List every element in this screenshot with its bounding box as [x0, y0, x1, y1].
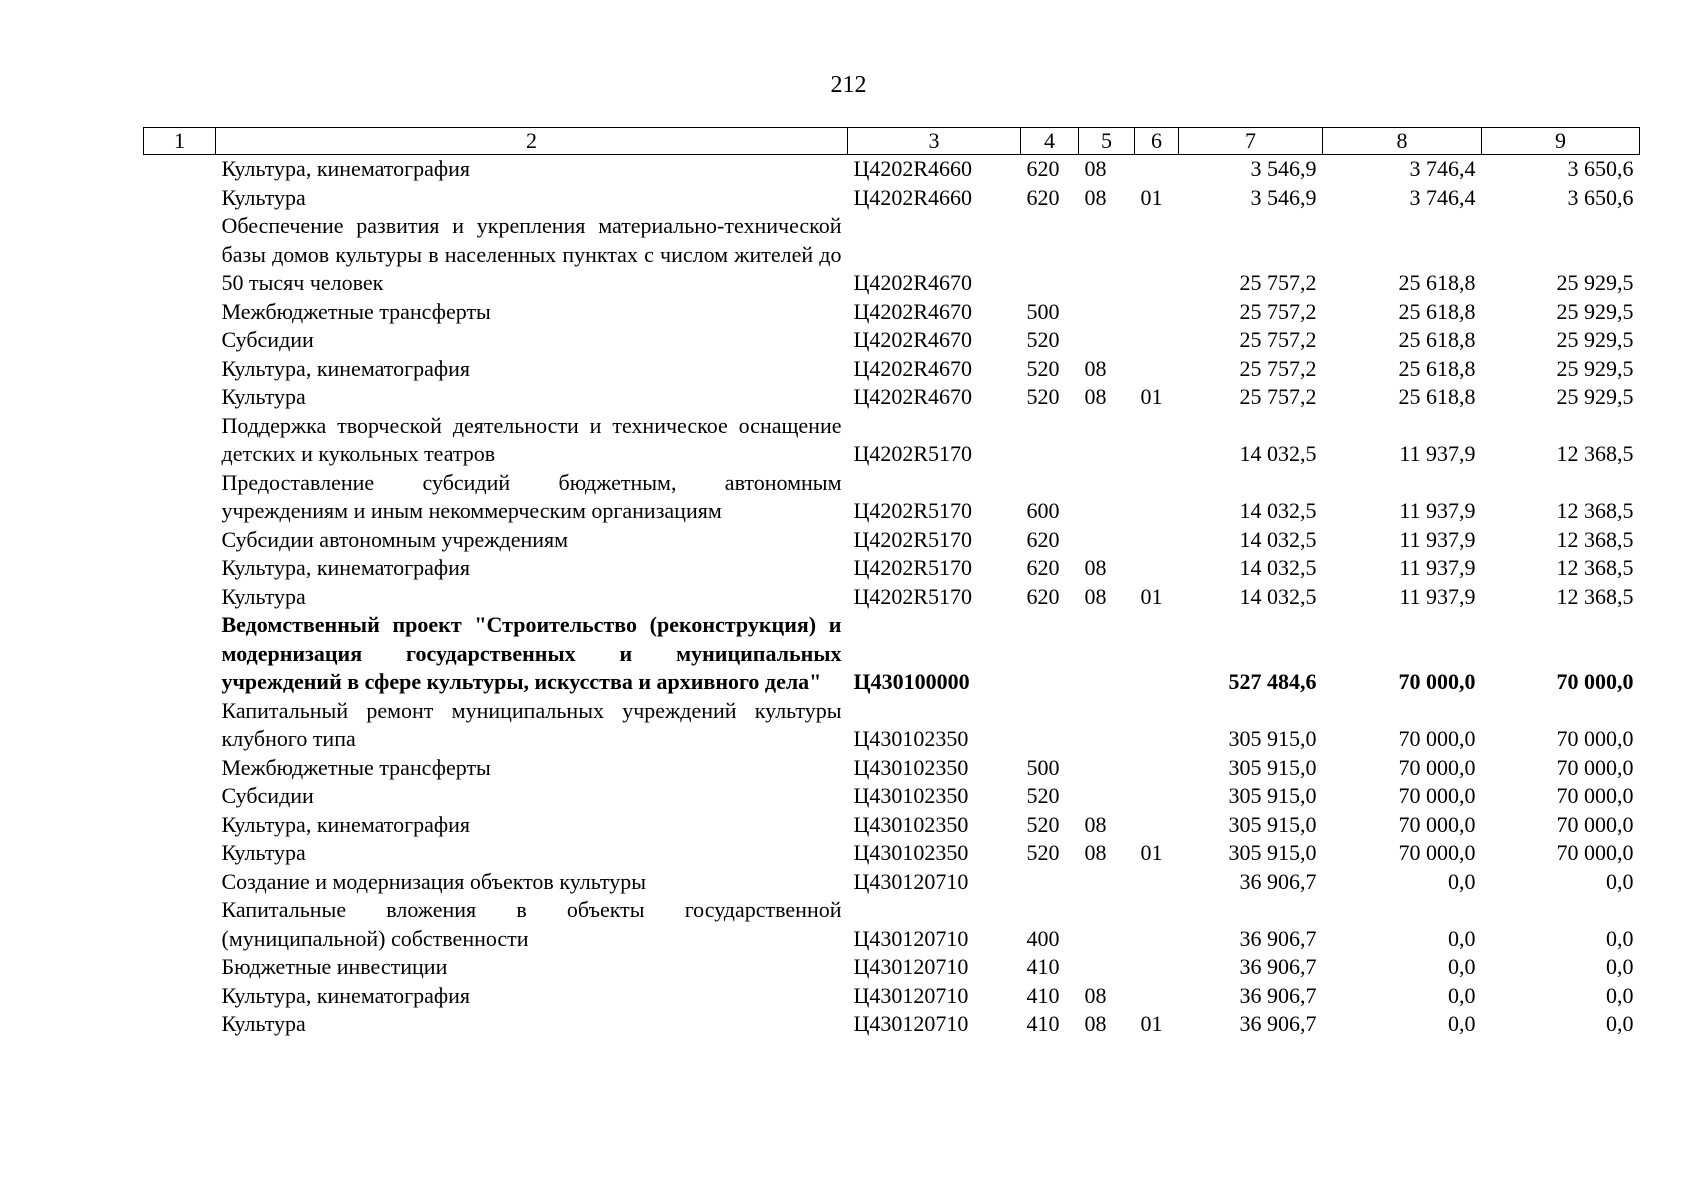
row-section-cell [1079, 326, 1135, 355]
row-value-7-cell: 305 915,0 [1228, 783, 1317, 808]
row-type-cell [1021, 697, 1079, 754]
row-number-cell [144, 554, 216, 583]
row-value-8-cell: 0,0 [1448, 982, 1476, 1008]
row-value-8-cell: 25 618,8 [1398, 355, 1476, 381]
row-value-7-cell: 305 915,0 [1228, 726, 1317, 751]
row-section-cell: 08 [1084, 982, 1107, 1008]
row-type-cell: 500 [1026, 298, 1060, 324]
header-col-2: 2 [216, 128, 848, 155]
row-number-cell [144, 839, 216, 868]
row-section-cell [1079, 697, 1135, 754]
row-section-cell: 08 [1084, 355, 1107, 381]
row-value-7-cell: 527 484,6 [1228, 669, 1317, 694]
row-value-7-cell: 3 546,9 [1250, 184, 1317, 210]
row-code-cell: Ц430120710 [853, 925, 969, 951]
row-value-9-cell: 70 000,0 [1556, 783, 1634, 808]
row-name-cell: Межбюджетные трансферты [221, 754, 491, 780]
row-section-cell [1079, 782, 1135, 811]
row-value-9-cell: 70 000,0 [1556, 754, 1634, 780]
row-number-cell [144, 526, 216, 555]
row-subsection-cell: 01 [1140, 583, 1163, 609]
row-code-cell: Ц430120710 [853, 954, 969, 979]
row-subsection-cell: 01 [1140, 840, 1163, 865]
row-value-9-cell: 0,0 [1606, 925, 1634, 951]
row-code-cell: Ц4202R4670 [853, 355, 973, 381]
row-section-cell: 08 [1084, 583, 1107, 609]
header-col-3: 3 [848, 128, 1021, 155]
table-header [144, 128, 1640, 155]
row-type-cell: 520 [1026, 840, 1060, 865]
row-number-cell [144, 212, 216, 298]
row-name-cell: Поддержка творческой деятельности и техническое оснащение детских и кукольных театров [221, 412, 842, 466]
row-code-cell: Ц430120710 [853, 868, 969, 894]
table-row [144, 1010, 1640, 1039]
header-col-4: 4 [1021, 128, 1079, 155]
row-name-cell: Культура, кинематография [221, 811, 471, 837]
row-code-cell: Ц430120710 [853, 982, 969, 1008]
header-col-7: 7 [1179, 128, 1323, 155]
table-body [144, 155, 1640, 1039]
row-number-cell [144, 298, 216, 327]
row-subsection-cell [1135, 811, 1179, 840]
row-name-cell: Культура, кинематография [221, 156, 471, 181]
row-code-cell: Ц4202R5170 [853, 441, 973, 466]
row-subsection-cell [1135, 896, 1179, 953]
row-value-9-cell: 0,0 [1606, 1011, 1634, 1036]
row-subsection-cell [1135, 298, 1179, 327]
row-value-9-cell: 25 929,5 [1556, 327, 1634, 352]
row-value-9-cell: 12 368,5 [1556, 526, 1634, 552]
row-value-7-cell: 305 915,0 [1228, 754, 1317, 780]
row-value-7-cell: 36 906,7 [1239, 982, 1317, 1008]
row-value-8-cell: 25 618,8 [1398, 384, 1476, 409]
row-code-cell: Ц4202R5170 [853, 498, 973, 523]
row-value-7-cell: 305 915,0 [1228, 811, 1317, 837]
row-code-cell: Ц4202R5170 [853, 555, 973, 580]
row-type-cell [1021, 412, 1079, 469]
row-value-9-cell: 3 650,6 [1567, 156, 1634, 181]
row-type-cell: 520 [1026, 783, 1060, 808]
row-subsection-cell [1135, 782, 1179, 811]
row-name-cell: Субсидии автономным учреждениям [221, 526, 569, 552]
row-name-cell: Культура, кинематография [221, 555, 471, 580]
row-name-cell: Культура [221, 384, 306, 409]
row-name-cell: Бюджетные инвестиции [221, 954, 448, 979]
row-type-cell: 410 [1026, 954, 1060, 979]
row-value-7-cell: 25 757,2 [1239, 298, 1317, 324]
row-type-cell [1021, 868, 1079, 897]
row-code-cell: Ц430102350 [853, 726, 969, 751]
row-value-8-cell: 70 000,0 [1398, 754, 1476, 780]
header-col-9: 9 [1482, 128, 1640, 155]
row-number-cell [144, 184, 216, 213]
row-subsection-cell [1135, 212, 1179, 298]
row-name-cell: Культура [221, 1011, 306, 1036]
row-name-cell: Культура [221, 840, 306, 865]
row-value-9-cell: 0,0 [1606, 868, 1634, 894]
row-value-9-cell: 70 000,0 [1556, 840, 1634, 865]
row-value-7-cell: 14 032,5 [1239, 583, 1317, 609]
table-row [144, 526, 1640, 555]
row-code-cell: Ц430102350 [853, 840, 969, 865]
table-row [144, 184, 1640, 213]
row-value-9-cell: 0,0 [1606, 954, 1634, 979]
row-value-9-cell: 0,0 [1606, 982, 1634, 1008]
row-value-9-cell: 25 929,5 [1556, 384, 1634, 409]
table-row [144, 383, 1640, 412]
row-value-7-cell: 14 032,5 [1239, 526, 1317, 552]
table-row [144, 953, 1640, 982]
row-value-8-cell: 3 746,4 [1409, 184, 1476, 210]
row-value-8-cell: 70 000,0 [1398, 811, 1476, 837]
row-value-7-cell: 36 906,7 [1239, 954, 1317, 979]
row-type-cell: 520 [1026, 355, 1060, 381]
row-section-cell [1079, 953, 1135, 982]
row-value-9-cell: 12 368,5 [1556, 441, 1634, 466]
row-name-cell: Культура, кинематография [221, 355, 471, 381]
row-type-cell [1021, 611, 1079, 697]
row-code-cell: Ц4202R5170 [853, 526, 973, 552]
row-value-7-cell: 14 032,5 [1239, 555, 1317, 580]
row-value-9-cell: 70 000,0 [1556, 811, 1634, 837]
row-code-cell: Ц4202R4660 [853, 184, 973, 210]
row-code-cell: Ц430100000 [853, 669, 970, 694]
row-value-9-cell: 25 929,5 [1556, 270, 1634, 295]
row-name-cell: Субсидии [221, 783, 314, 808]
row-name-cell: Ведомственный проект "Строительство (реконструкция) и модернизация государственных и муниципальных учреждений в сфере культуры, искусства и архивного дела" [221, 612, 842, 694]
row-value-8-cell: 70 000,0 [1398, 669, 1476, 694]
row-section-cell [1079, 896, 1135, 953]
row-value-9-cell: 12 368,5 [1556, 583, 1634, 609]
row-section-cell: 08 [1084, 184, 1107, 210]
row-subsection-cell [1135, 412, 1179, 469]
row-section-cell [1079, 412, 1135, 469]
row-type-cell: 620 [1026, 555, 1060, 580]
row-value-8-cell: 25 618,8 [1398, 298, 1476, 324]
table-row [144, 212, 1640, 298]
row-value-7-cell: 25 757,2 [1239, 384, 1317, 409]
row-number-cell [144, 896, 216, 953]
row-section-cell [1079, 611, 1135, 697]
row-name-cell: Предоставление субсидий бюджетным, автономным учреждениям и иным некоммерческим организациям [221, 469, 842, 523]
row-value-8-cell: 70 000,0 [1398, 840, 1476, 865]
header-row [144, 128, 1640, 155]
row-value-7-cell: 36 906,7 [1239, 1011, 1317, 1036]
row-type-cell: 410 [1026, 982, 1060, 1008]
row-type-cell [1021, 212, 1079, 298]
row-name-cell: Культура [221, 583, 306, 609]
row-number-cell [144, 953, 216, 982]
table-row [144, 839, 1640, 868]
row-number-cell [144, 355, 216, 384]
row-section-cell: 08 [1084, 156, 1107, 181]
row-subsection-cell: 01 [1140, 184, 1163, 210]
row-value-7-cell: 25 757,2 [1239, 327, 1317, 352]
row-number-cell [144, 383, 216, 412]
row-value-9-cell: 12 368,5 [1556, 555, 1634, 580]
row-number-cell [144, 782, 216, 811]
table-row [144, 298, 1640, 327]
row-number-cell [144, 697, 216, 754]
row-value-8-cell: 0,0 [1448, 1011, 1476, 1036]
row-value-9-cell: 70 000,0 [1556, 669, 1634, 694]
row-code-cell: Ц4202R4670 [853, 327, 973, 352]
row-value-8-cell: 70 000,0 [1398, 726, 1476, 751]
row-value-7-cell: 25 757,2 [1239, 355, 1317, 381]
header-col-5: 5 [1079, 128, 1135, 155]
budget-table [143, 127, 1640, 1039]
row-name-cell: Культура, кинематография [221, 982, 471, 1008]
row-type-cell: 400 [1026, 925, 1060, 951]
row-value-7-cell: 305 915,0 [1228, 840, 1317, 865]
table-row [144, 412, 1640, 469]
row-value-7-cell: 14 032,5 [1239, 441, 1317, 466]
row-subsection-cell [1135, 754, 1179, 783]
row-value-8-cell: 25 618,8 [1398, 270, 1476, 295]
row-section-cell: 08 [1084, 811, 1107, 837]
row-type-cell: 620 [1026, 583, 1060, 609]
row-subsection-cell [1135, 526, 1179, 555]
row-section-cell [1079, 868, 1135, 897]
row-number-cell [144, 583, 216, 612]
row-subsection-cell [1135, 355, 1179, 384]
row-subsection-cell [1135, 469, 1179, 526]
row-subsection-cell [1135, 554, 1179, 583]
row-value-9-cell: 70 000,0 [1556, 726, 1634, 751]
table-row [144, 811, 1640, 840]
row-number-cell [144, 326, 216, 355]
row-value-8-cell: 11 937,9 [1399, 441, 1476, 466]
row-subsection-cell: 01 [1140, 384, 1163, 409]
row-code-cell: Ц4202R4660 [853, 156, 973, 181]
row-section-cell [1079, 526, 1135, 555]
table-row [144, 754, 1640, 783]
row-subsection-cell [1135, 697, 1179, 754]
row-section-cell: 08 [1084, 840, 1107, 865]
row-value-8-cell: 11 937,9 [1399, 498, 1476, 523]
row-number-cell [144, 811, 216, 840]
row-subsection-cell [1135, 868, 1179, 897]
row-value-7-cell: 36 906,7 [1239, 925, 1317, 951]
row-value-7-cell: 14 032,5 [1239, 498, 1317, 523]
row-name-cell: Межбюджетные трансферты [221, 298, 491, 324]
row-value-7-cell: 3 546,9 [1250, 156, 1317, 181]
row-section-cell: 08 [1084, 384, 1107, 409]
row-number-cell [144, 412, 216, 469]
row-type-cell: 500 [1026, 754, 1060, 780]
row-value-7-cell: 36 906,7 [1239, 868, 1317, 894]
table-row [144, 469, 1640, 526]
row-value-8-cell: 70 000,0 [1398, 783, 1476, 808]
row-section-cell [1079, 754, 1135, 783]
header-col-8: 8 [1323, 128, 1482, 155]
row-subsection-cell [1135, 953, 1179, 982]
row-type-cell: 620 [1026, 526, 1060, 552]
header-col-1: 1 [144, 128, 216, 155]
row-value-8-cell: 0,0 [1448, 868, 1476, 894]
row-value-8-cell: 11 937,9 [1399, 555, 1476, 580]
row-code-cell: Ц4202R5170 [853, 583, 973, 609]
row-subsection-cell [1135, 611, 1179, 697]
row-name-cell: Субсидии [221, 327, 314, 352]
row-type-cell: 520 [1026, 811, 1060, 837]
row-value-8-cell: 25 618,8 [1398, 327, 1476, 352]
row-name-cell: Создание и модернизация объектов культуры [221, 868, 647, 894]
row-type-cell: 620 [1026, 156, 1060, 181]
table-row [144, 355, 1640, 384]
row-section-cell [1079, 212, 1135, 298]
table-row [144, 326, 1640, 355]
row-number-cell [144, 868, 216, 897]
row-code-cell: Ц430102350 [853, 754, 969, 780]
row-code-cell: Ц4202R4670 [853, 384, 973, 409]
row-type-cell: 600 [1026, 498, 1060, 523]
row-type-cell: 410 [1026, 1011, 1060, 1036]
row-section-cell: 08 [1084, 555, 1107, 580]
table-row [144, 782, 1640, 811]
row-value-9-cell: 3 650,6 [1567, 184, 1634, 210]
row-value-8-cell: 11 937,9 [1399, 526, 1476, 552]
row-value-8-cell: 0,0 [1448, 954, 1476, 979]
row-name-cell: Капитальные вложения в объекты государственной (муниципальной) собственности [221, 897, 842, 951]
row-type-cell: 520 [1026, 384, 1060, 409]
table-row [144, 868, 1640, 897]
row-section-cell: 08 [1084, 1011, 1107, 1036]
row-code-cell: Ц430120710 [853, 1011, 969, 1036]
row-number-cell [144, 754, 216, 783]
row-number-cell [144, 469, 216, 526]
row-type-cell: 620 [1026, 184, 1060, 210]
row-name-cell: Обеспечение развития и укрепления материально-технической базы домов культуры в населенных пунктах с числом жителей до 50 тысяч человек [221, 213, 842, 295]
table-row [144, 697, 1640, 754]
row-number-cell [144, 155, 216, 184]
header-col-6: 6 [1135, 128, 1179, 155]
row-section-cell [1079, 469, 1135, 526]
row-subsection-cell [1135, 326, 1179, 355]
row-code-cell: Ц430102350 [853, 811, 969, 837]
row-value-9-cell: 25 929,5 [1556, 298, 1634, 324]
row-value-9-cell: 25 929,5 [1556, 355, 1634, 381]
row-value-7-cell: 25 757,2 [1239, 270, 1317, 295]
row-value-8-cell: 0,0 [1448, 925, 1476, 951]
table-row [144, 583, 1640, 612]
row-name-cell: Культура [221, 184, 306, 210]
row-number-cell [144, 611, 216, 697]
row-type-cell: 520 [1026, 327, 1060, 352]
row-subsection-cell [1135, 155, 1179, 184]
table-row [144, 982, 1640, 1011]
table-row [144, 896, 1640, 953]
table-row [144, 611, 1640, 697]
row-number-cell [144, 982, 216, 1011]
table-row [144, 554, 1640, 583]
page-number: 212 [830, 72, 867, 98]
row-code-cell: Ц4202R4670 [853, 298, 973, 324]
row-subsection-cell [1135, 982, 1179, 1011]
row-value-8-cell: 3 746,4 [1409, 156, 1476, 181]
row-value-8-cell: 11 937,9 [1399, 583, 1476, 609]
row-code-cell: Ц4202R4670 [853, 270, 973, 295]
row-section-cell [1079, 298, 1135, 327]
row-number-cell [144, 1010, 216, 1039]
row-name-cell: Капитальный ремонт муниципальных учреждений культуры клубного типа [221, 697, 842, 751]
table-row [144, 155, 1640, 184]
row-value-9-cell: 12 368,5 [1556, 498, 1634, 523]
row-subsection-cell: 01 [1140, 1011, 1163, 1036]
row-code-cell: Ц430102350 [853, 783, 969, 808]
